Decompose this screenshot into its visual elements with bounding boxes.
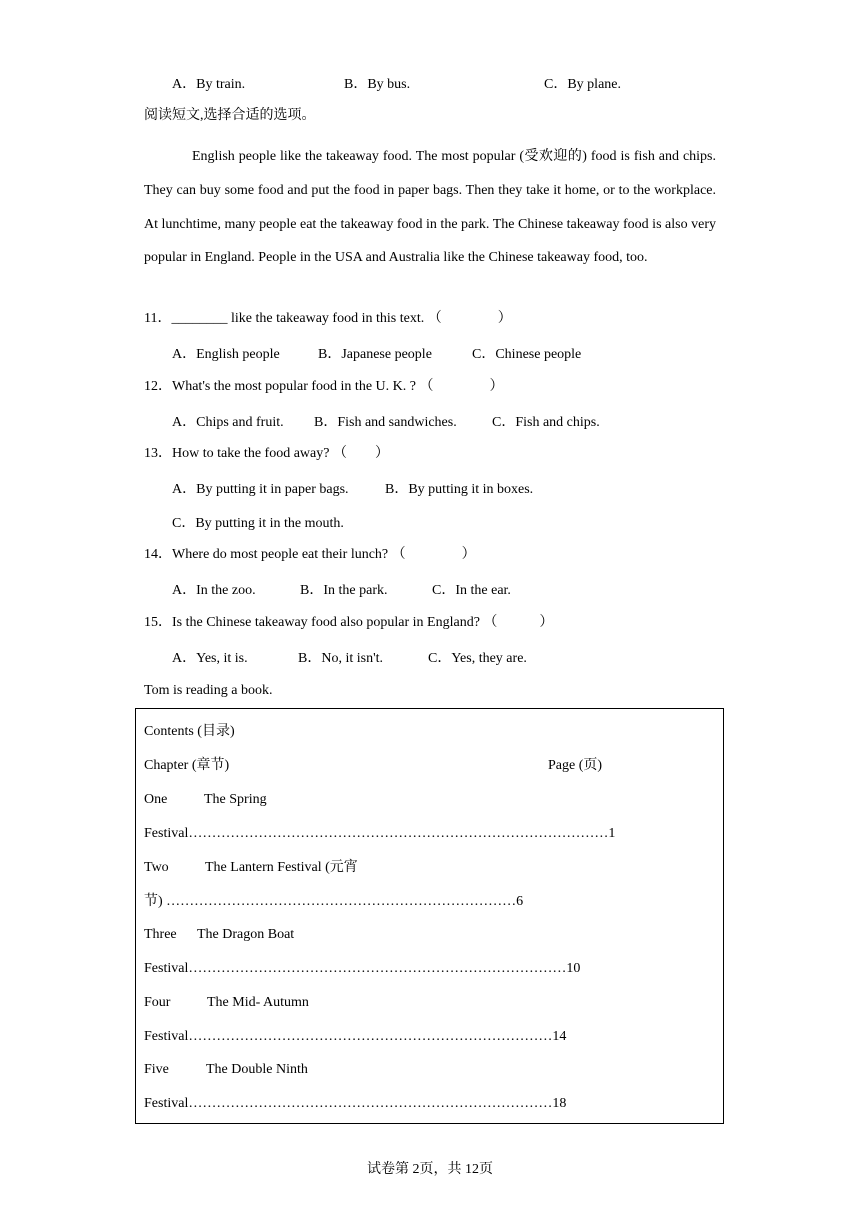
option-b: B．In the park.: [300, 583, 388, 598]
book-intro: Tom is reading a book.: [144, 683, 273, 698]
option-b: B．Fish and sandwiches.: [314, 415, 457, 430]
option-a: A．In the zoo.: [172, 583, 256, 598]
chapter-leader: Festival………………………………………………………………………10: [144, 961, 581, 976]
chapter-num: One: [144, 792, 168, 807]
question-15-stem: 15．Is the Chinese takeaway food also popular in England? （ ）: [144, 615, 554, 630]
chapter-name: The Double Ninth: [206, 1062, 308, 1077]
option-c: C．By plane.: [544, 77, 621, 92]
chapter-leader: Festival……………………………………………………………………14: [144, 1029, 567, 1044]
option-c: C．By putting it in the mouth.: [172, 516, 344, 531]
option-c: C．Yes, they are.: [428, 651, 527, 666]
option-c: C．Fish and chips.: [492, 415, 600, 430]
question-11-stem: 11．________ like the takeaway food in this text. （ ）: [144, 311, 512, 326]
option-a: A．By train.: [172, 77, 246, 92]
chapter-name: The Dragon Boat: [197, 927, 295, 942]
option-a: A．Chips and fruit.: [172, 415, 284, 430]
option-b: B．By putting it in boxes.: [385, 482, 534, 497]
option-a: A．English people: [172, 347, 280, 362]
chapter-num: Four: [144, 995, 171, 1010]
chapter-name: The Mid- Autumn: [207, 995, 309, 1010]
instruction: 阅读短文,选择合适的选项。: [144, 108, 316, 123]
option-a: A．By putting it in paper bags.: [172, 482, 349, 497]
contents-box: [135, 708, 724, 1124]
chapter-num: Five: [144, 1062, 169, 1077]
chapter-name: The Lantern Festival (元宵: [205, 860, 358, 875]
option-b: B．Japanese people: [318, 347, 432, 362]
page-header: Page (页): [548, 758, 603, 773]
option-b: B．No, it isn't.: [298, 651, 383, 666]
question-14-stem: 14．Where do most people eat their lunch? （ ）: [144, 547, 476, 562]
option-b: B．By bus.: [344, 77, 411, 92]
chapter-leader: Festival………………………………………………………………………………1: [144, 826, 616, 841]
chapter-leader: 节) …………………………………………………………………6: [144, 894, 524, 909]
option-a: A．Yes, it is.: [172, 651, 248, 666]
chapter-name: The Spring: [204, 792, 267, 807]
option-c: C．Chinese people: [472, 347, 582, 362]
reading-passage: English people like the takeaway food. The most popular (受欢迎的) food is fish and chips. They can buy some food and put the food in paper bags. Then they take it home, or to the workplace. At lunchtime, many people eat the takeaway food in the park. The Chinese takeaway food is also very popular in England. People in the USA and Australia like the Chinese takeaway food, too.: [144, 149, 716, 266]
chapter-num: Three: [144, 927, 177, 942]
question-13-stem: 13．How to take the food away? （ ）: [144, 446, 389, 461]
question-12-stem: 12．What's the most popular food in the U. K. ? （ ）: [144, 379, 504, 394]
chapter-leader: Festival……………………………………………………………………18: [144, 1096, 567, 1111]
chapter-num: Two: [144, 860, 169, 875]
page-footer: 试卷第 2页，共 12页: [367, 1162, 493, 1177]
contents-title: Contents (目录): [144, 724, 235, 739]
option-c: C．In the ear.: [432, 583, 511, 598]
chapter-header: Chapter (章节): [144, 758, 230, 773]
